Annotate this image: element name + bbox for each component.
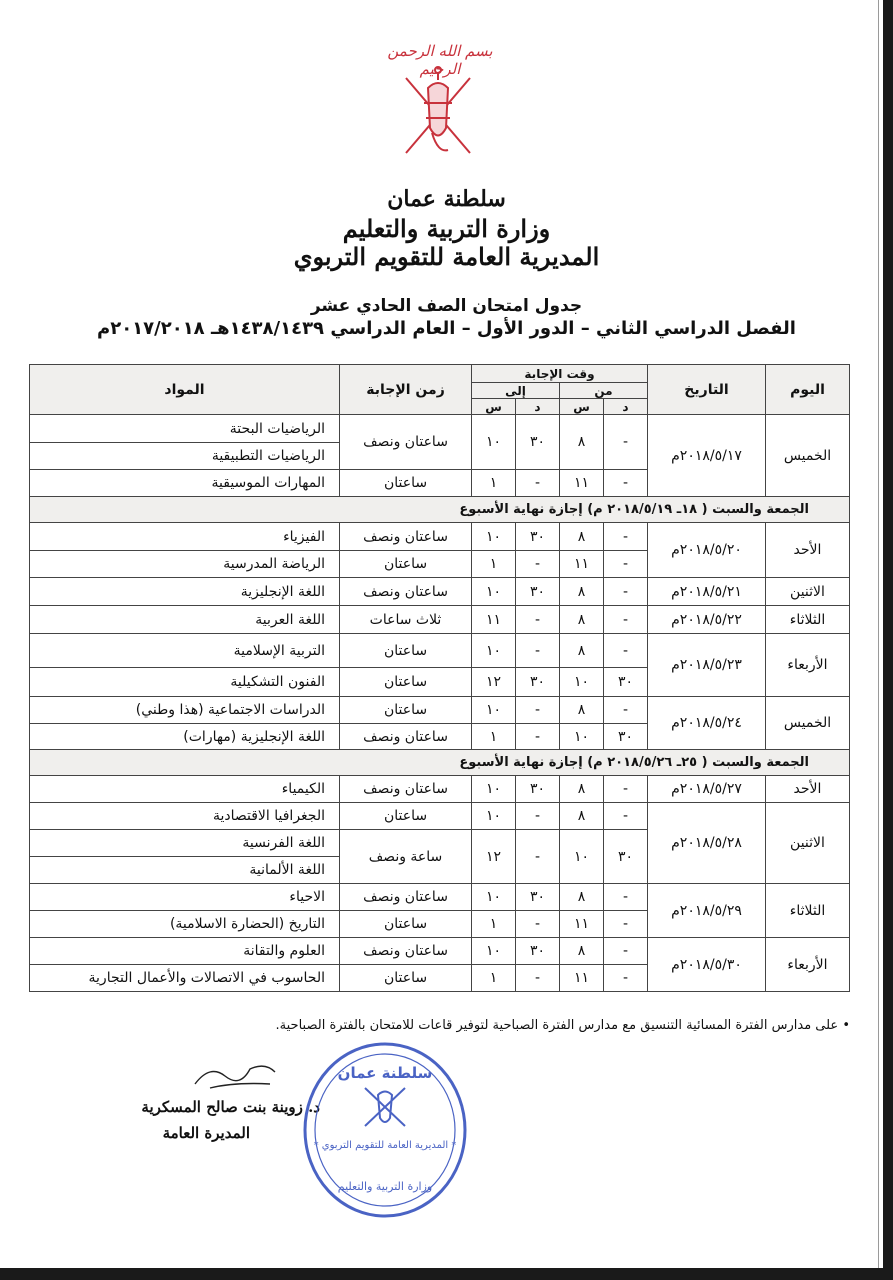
from-minute-cell: -: [604, 470, 648, 497]
weekend-row: [30, 497, 850, 523]
subject-cell: العلوم والتقانة: [30, 938, 340, 965]
duration-cell: ساعتان ونصف: [340, 884, 472, 911]
to-minute-cell: ٣٠: [516, 884, 560, 911]
duration-cell: ساعتان ونصف: [340, 724, 472, 750]
duration-cell: ساعتان: [340, 551, 472, 578]
subject-cell: الدراسات الاجتماعية (هذا وطني): [30, 697, 340, 724]
signature-icon: [190, 1054, 280, 1094]
date-cell: ٢٠١٨/٥/٢٠م: [648, 523, 766, 578]
to-hour-cell: ١١: [472, 606, 516, 634]
from-hour-cell: ٨: [560, 776, 604, 803]
to-hour-cell: ١٠: [472, 884, 516, 911]
table-row: [30, 523, 850, 551]
duration-cell: ساعتان: [340, 803, 472, 830]
subject-cell: اللغة الفرنسية: [30, 830, 340, 857]
day-cell: الخميس: [766, 415, 850, 497]
day-cell: الاثنين: [766, 578, 850, 606]
from-minute-cell: -: [604, 911, 648, 938]
to-hour-cell: ١٠: [472, 578, 516, 606]
signatory-title: المديرة العامة: [162, 1124, 250, 1142]
from-minute-cell: -: [604, 523, 648, 551]
date-cell: ٢٠١٨/٥/٢١م: [648, 578, 766, 606]
date-cell: ٢٠١٨/٥/٢٧م: [648, 776, 766, 803]
table-row: [30, 803, 850, 830]
to-hour-cell: ١٠: [472, 938, 516, 965]
subject-cell: الفنون التشكيلية: [30, 668, 340, 697]
duration-cell: ساعتان ونصف: [340, 523, 472, 551]
to-minute-cell: -: [516, 803, 560, 830]
subject-cell: اللغة الإنجليزية: [30, 578, 340, 606]
to-minute-cell: -: [516, 606, 560, 634]
stamp-line2: * المديرية العامة للتقويم التربوي *: [313, 1140, 457, 1151]
from-hour-cell: ٨: [560, 415, 604, 470]
duration-cell: ساعتان: [340, 697, 472, 724]
to-hour-cell: ١٠: [472, 697, 516, 724]
to-minute-cell: -: [516, 830, 560, 884]
official-stamp-icon: [300, 1040, 470, 1220]
table-row: [30, 697, 850, 724]
day-cell: الخميس: [766, 697, 850, 750]
subject-cell: التربية الإسلامية: [30, 634, 340, 668]
day-cell: الثلاثاء: [766, 606, 850, 634]
day-cell: الأحد: [766, 776, 850, 803]
to-hour-cell: ١٢: [472, 830, 516, 884]
table-row: [30, 776, 850, 803]
to-hour-cell: ١٢: [472, 668, 516, 697]
header-to-minute: د: [516, 399, 560, 415]
date-cell: ٢٠١٨/٥/٢٤م: [648, 697, 766, 750]
from-minute-cell: -: [604, 938, 648, 965]
header-subjects: المواد: [30, 365, 340, 415]
table-row: [30, 634, 850, 668]
from-minute-cell: -: [604, 965, 648, 992]
signatory-name: د. زوينة بنت صالح المسكرية: [141, 1098, 320, 1116]
from-hour-cell: ٨: [560, 606, 604, 634]
date-cell: ٢٠١٨/٥/١٧م: [648, 415, 766, 497]
table-row: [30, 884, 850, 911]
from-minute-cell: -: [604, 776, 648, 803]
schedule-title: جدول امتحان الصف الحادي عشر: [310, 296, 583, 316]
subject-cell: الاحياء: [30, 884, 340, 911]
header-from-minute: د: [604, 399, 648, 415]
from-hour-cell: ١٠: [560, 668, 604, 697]
weekend-cell: الجمعة والسبت ( ٢٥ـ ٢٠١٨/٥/٢٦ م) إجازة نهاية الأسبوع: [30, 750, 850, 776]
to-hour-cell: ١: [472, 965, 516, 992]
to-minute-cell: ٣٠: [516, 668, 560, 697]
from-minute-cell: -: [604, 884, 648, 911]
header-from: من: [560, 383, 648, 399]
to-minute-cell: -: [516, 697, 560, 724]
oman-emblem-icon: [388, 58, 488, 158]
subject-cell: الجغرافيا الاقتصادية: [30, 803, 340, 830]
from-hour-cell: ٨: [560, 578, 604, 606]
from-minute-cell: -: [604, 415, 648, 470]
ministry-name: وزارة التربية والتعليم: [342, 214, 551, 243]
to-hour-cell: ١٠: [472, 776, 516, 803]
to-minute-cell: -: [516, 470, 560, 497]
from-minute-cell: -: [604, 697, 648, 724]
subject-cell: الكيمياء: [30, 776, 340, 803]
to-minute-cell: -: [516, 551, 560, 578]
duration-cell: ساعتان: [340, 470, 472, 497]
to-minute-cell: ٣٠: [516, 776, 560, 803]
to-hour-cell: ١: [472, 911, 516, 938]
duration-cell: ساعتان ونصف: [340, 415, 472, 470]
table-row: [30, 606, 850, 634]
from-hour-cell: ٨: [560, 884, 604, 911]
to-minute-cell: -: [516, 965, 560, 992]
subject-cell: الرياضيات التطبيقية: [30, 443, 340, 470]
to-hour-cell: ١٠: [472, 415, 516, 470]
day-cell: الاثنين: [766, 803, 850, 884]
day-cell: الأحد: [766, 523, 850, 578]
table-row: [30, 415, 850, 443]
from-minute-cell: -: [604, 803, 648, 830]
weekend-row: [30, 750, 850, 776]
date-cell: ٢٠١٨/٥/٢٢م: [648, 606, 766, 634]
date-cell: ٢٠١٨/٥/٣٠م: [648, 938, 766, 992]
from-minute-cell: -: [604, 551, 648, 578]
date-cell: ٢٠١٨/٥/٢٩م: [648, 884, 766, 938]
duration-cell: ساعتان ونصف: [340, 578, 472, 606]
subject-cell: اللغة الألمانية: [30, 857, 340, 884]
header-day: اليوم: [766, 365, 850, 415]
from-hour-cell: ١١: [560, 965, 604, 992]
subject-cell: التاريخ (الحضارة الاسلامية): [30, 911, 340, 938]
from-hour-cell: ٨: [560, 523, 604, 551]
header-date: التاريخ: [648, 365, 766, 415]
subject-cell: الرياضة المدرسية: [30, 551, 340, 578]
from-hour-cell: ١١: [560, 551, 604, 578]
from-hour-cell: ٨: [560, 634, 604, 668]
duration-cell: ساعتان: [340, 911, 472, 938]
from-hour-cell: ٨: [560, 697, 604, 724]
duration-cell: ساعتان: [340, 965, 472, 992]
day-cell: الثلاثاء: [766, 884, 850, 938]
subject-cell: الفيزياء: [30, 523, 340, 551]
from-minute-cell: ٣٠: [604, 724, 648, 750]
to-minute-cell: -: [516, 724, 560, 750]
to-hour-cell: ١٠: [472, 523, 516, 551]
to-minute-cell: ٣٠: [516, 938, 560, 965]
duration-cell: ساعتان ونصف: [340, 938, 472, 965]
from-hour-cell: ٨: [560, 803, 604, 830]
scan-border-bottom: [0, 1268, 893, 1280]
duration-cell: ساعة ونصف: [340, 830, 472, 884]
from-minute-cell: -: [604, 606, 648, 634]
table-row: [30, 578, 850, 606]
from-minute-cell: ٣٠: [604, 668, 648, 697]
to-hour-cell: ١: [472, 551, 516, 578]
header-answer-time: وقت الإجابة: [472, 365, 648, 383]
date-cell: ٢٠١٨/٥/٢٨م: [648, 803, 766, 884]
weekend-cell: الجمعة والسبت ( ١٨ـ ٢٠١٨/٥/١٩ م) إجازة نهاية الأسبوع: [30, 497, 850, 523]
stamp-line3: وزارة التربية والتعليم: [337, 1180, 433, 1193]
exam-schedule-table: [29, 364, 849, 992]
basmala: بسم الله الرحمن الرحيم: [387, 42, 493, 78]
from-minute-cell: -: [604, 578, 648, 606]
duration-cell: ثلاث ساعات: [340, 606, 472, 634]
to-minute-cell: ٣٠: [516, 578, 560, 606]
to-minute-cell: -: [516, 634, 560, 668]
to-hour-cell: ١: [472, 724, 516, 750]
day-cell: الأربعاء: [766, 938, 850, 992]
from-minute-cell: ٣٠: [604, 830, 648, 884]
from-hour-cell: ١٠: [560, 724, 604, 750]
to-minute-cell: ٣٠: [516, 415, 560, 470]
to-minute-cell: ٣٠: [516, 523, 560, 551]
schedule-subtitle: الفصل الدراسي الثاني – الدور الأول – العام الدراسي ١٤٣٨/١٤٣٩هـ ٢٠١٧/٢٠١٨م: [97, 318, 796, 339]
header-duration: زمن الإجابة: [340, 365, 472, 415]
from-minute-cell: -: [604, 634, 648, 668]
to-hour-cell: ١٠: [472, 634, 516, 668]
from-hour-cell: ١١: [560, 470, 604, 497]
duration-cell: ساعتان: [340, 634, 472, 668]
subject-cell: الحاسوب في الاتصالات والأعمال التجارية: [30, 965, 340, 992]
duration-cell: ساعتان ونصف: [340, 776, 472, 803]
to-hour-cell: ١٠: [472, 803, 516, 830]
subject-cell: اللغة العربية: [30, 606, 340, 634]
to-minute-cell: -: [516, 911, 560, 938]
header-from-hour: س: [560, 399, 604, 415]
header-to-hour: س: [472, 399, 516, 415]
country-name: سلطنة عمان: [387, 186, 506, 212]
header-to: إلى: [472, 383, 560, 399]
duration-cell: ساعتان: [340, 668, 472, 697]
subject-cell: المهارات الموسيقية: [30, 470, 340, 497]
day-cell: الأربعاء: [766, 634, 850, 697]
footnote: • على مدارس الفترة المسائية التنسيق مع مدارس الفترة الصباحية لتوفير قاعات للامتحان بالفترة الصباحية.: [275, 1018, 850, 1033]
subject-cell: الرياضيات البحتة: [30, 415, 340, 443]
subject-cell: اللغة الإنجليزية (مهارات): [30, 724, 340, 750]
table-row: [30, 938, 850, 965]
from-hour-cell: ١٠: [560, 830, 604, 884]
date-cell: ٢٠١٨/٥/٢٣م: [648, 634, 766, 697]
from-hour-cell: ١١: [560, 911, 604, 938]
directorate-name: المديرية العامة للتقويم التربوي: [293, 242, 600, 271]
from-hour-cell: ٨: [560, 938, 604, 965]
to-hour-cell: ١: [472, 470, 516, 497]
stamp-line1: سلطنة عمان: [337, 1064, 433, 1082]
